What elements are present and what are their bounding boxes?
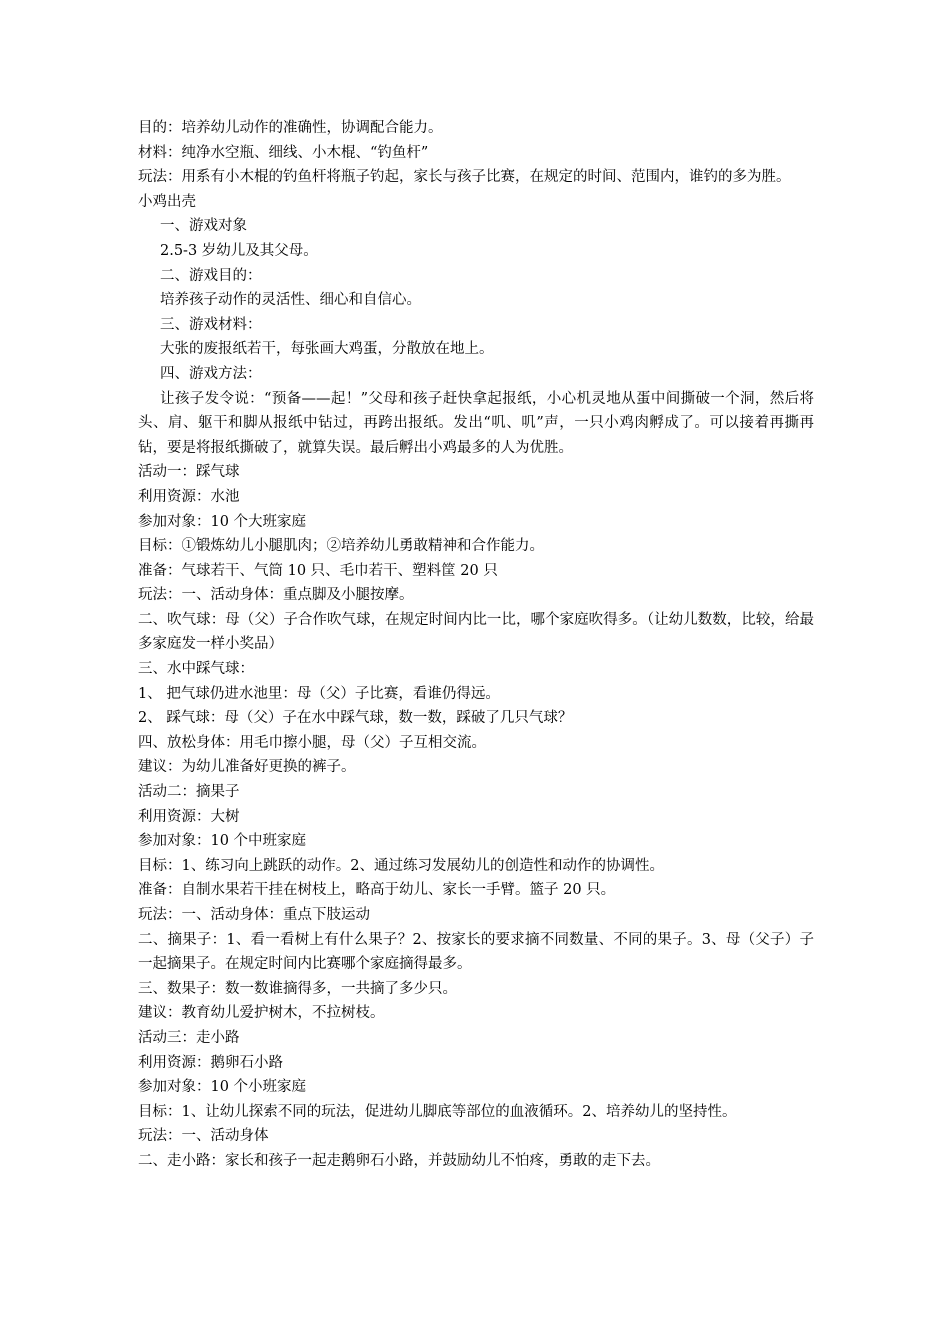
text-line: 参加对象：10 个大班家庭 xyxy=(138,513,307,530)
text-line: 目标：1、练习向上跳跃的动作。2、通过练习发展幼儿的创造性和动作的协调性。 xyxy=(138,857,664,874)
text-line: 大张的废报纸若干，每张画大鸡蛋，分散放在地上。 xyxy=(160,341,494,358)
text-line: 目的：培养幼儿动作的准确性，协调配合能力。 xyxy=(138,120,443,136)
text-line: 2.5-3 岁幼儿及其父母。 xyxy=(160,242,318,259)
text-line: 准备：自制水果若干挂在树枝上，略高于幼儿、家长一手臂。篮子 20 只。 xyxy=(138,882,616,899)
text-line: 目标：1、让幼儿探索不同的玩法，促进幼儿脚底等部位的血液循环。2、培养幼儿的坚持性。 xyxy=(138,1103,737,1120)
text-line: 利用资源：鹅卵石小路 xyxy=(138,1054,283,1071)
text-line: 培养孩子动作的灵活性、细心和自信心。 xyxy=(160,292,421,309)
text-line: 四、游戏方法： xyxy=(160,365,262,382)
text-line: 二、吹气球：母（父）子合作吹气球，在规定时间内比一比，哪个家庭吹得多。（让幼儿数数，比较，给最多家庭发一样小奖品） xyxy=(138,611,814,653)
text-line: 二、走小路：家长和孩子一起走鹅卵石小路，并鼓励幼儿不怕疼，勇敢的走下去。 xyxy=(138,1152,660,1169)
text-line: 二、游戏目的： xyxy=(160,267,262,284)
text-line: 建议：教育幼儿爱护树木，不拉树枝。 xyxy=(138,1005,385,1022)
text-line: 三、数果子：数一数谁摘得多，一共摘了多少只。 xyxy=(138,980,457,997)
text-line: 让孩子发令说：“预备——起！”父母和孩子赶快拿起报纸，小心机灵地从蛋中间撕破一个洞，然后将头、肩、躯干和脚从报纸中钻过，再跨出报纸。发出“叽、叽”声，一只小鸡肉孵成了。可以接着再撕再钻，要是将报纸撕破了，就算失误。最后孵出小鸡最多的人为优胜。 xyxy=(138,390,814,456)
text-line: 活动二：摘果子 xyxy=(138,784,240,801)
text-line: 玩法：一、活动身体 xyxy=(138,1128,269,1145)
text-line: 小鸡出壳 xyxy=(138,193,196,210)
text-line: 利用资源：水池 xyxy=(138,488,240,505)
text-line: 活动三：走小路 xyxy=(138,1029,240,1046)
text-line: 建议：为幼儿准备好更换的裤子。 xyxy=(138,759,356,776)
text-line: 四、放松身体：用毛巾擦小腿，母（父）子互相交流。 xyxy=(138,734,486,751)
text-line: 玩法：一、活动身体：重点脚及小腿按摩。 xyxy=(138,587,414,604)
text-line: 玩法：用系有小木棍的钓鱼杆将瓶子钓起，家长与孩子比赛，在规定的时间、范围内，谁钓的多为胜。 xyxy=(138,169,791,186)
text-line: 参加对象：10 个小班家庭 xyxy=(138,1079,307,1096)
text-line: 材料：纯净水空瓶、细线、小木棍、“钓鱼杆” xyxy=(138,144,429,161)
text-line: 目标：①锻炼幼儿小腿肌肉；②培养幼儿勇敢精神和合作能力。 xyxy=(138,538,544,555)
text-line: 三、游戏材料： xyxy=(160,316,262,333)
text-line: 利用资源：大树 xyxy=(138,808,240,825)
text-line: 参加对象：10 个中班家庭 xyxy=(138,833,307,850)
document-body xyxy=(138,116,814,1174)
text-line: 活动一：踩气球 xyxy=(138,464,240,481)
text-line: 准备：气球若干、气筒 10 只、毛巾若干、塑料筐 20 只 xyxy=(138,562,498,579)
text-line: 玩法：一、活动身体：重点下肢运动 xyxy=(138,907,370,923)
text-line: 2、 踩气球：母（父）子在水中踩气球，数一数，踩破了几只气球？ xyxy=(138,710,573,727)
text-line: 1、 把气球仍进水池里：母（父）子比赛，看谁仍得远。 xyxy=(138,685,500,702)
text-line: 二、摘果子：1、看一看树上有什么果子？2、按家长的要求摘不同数量、不同的果子。3、母（父子）子一起摘果子。在规定时间内比赛哪个家庭摘得最多。 xyxy=(138,931,814,973)
text-line: 一、游戏对象 xyxy=(160,218,247,235)
text-line: 三、水中踩气球： xyxy=(138,661,254,678)
